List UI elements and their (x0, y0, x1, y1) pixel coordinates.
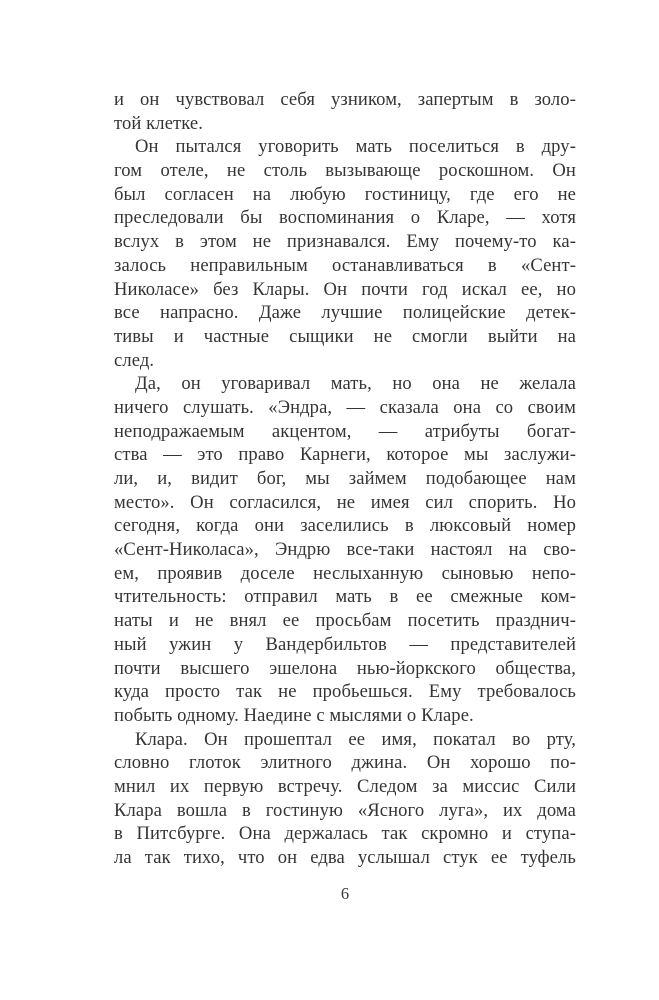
text-line: был согласен на любую гостиницу, где его не (114, 183, 576, 205)
text-line: мнил их первую встречу. Следом за миссис Сили (114, 775, 576, 797)
text-line: ем, проявив доселе неслыханную сыновью непо- (114, 562, 576, 584)
text-line: наты и не внял ее просьбам посетить празднич- (114, 610, 576, 632)
text-line: чтительность: отправил мать в ее смежные ком- (114, 586, 576, 608)
paragraph (114, 88, 576, 135)
text-line: ла так тихо, что он едва услышал стук ее туфель (114, 847, 576, 868)
paragraph (114, 135, 576, 372)
text-line: в Питсбурге. Она держалась так скромно и ступа- (114, 823, 576, 845)
text-line: «Сент-Николаса», Эндрю все-таки настоял на сво- (114, 539, 576, 561)
text-line: ничего слушать. «Эндра, — сказала она со своим (114, 396, 576, 418)
text-line: той клетке. (114, 112, 204, 134)
text-line: ли, и, видит бог, мы займем подобающее нам (114, 468, 576, 489)
paragraph (114, 728, 576, 870)
text-line: сегодня, когда они заселились в люксовый номер (114, 515, 576, 537)
text-line: ный ужин у Вандербильтов — представителей (114, 633, 576, 655)
text-block (114, 88, 576, 870)
text-line: и он чувствовал себя узником, запертым в золо- (114, 89, 576, 110)
text-line: почти высшего эшелона нью-йоркского общества, (114, 657, 576, 679)
text-line: тивы и частные сыщики не смогли выйти на (114, 325, 576, 347)
text-line: след. (114, 349, 155, 371)
text-line: преследовали бы воспоминания о Кларе, — хотя (114, 207, 576, 229)
text-line: гом отеле, не столь вызывающе роскошном. Он (114, 160, 576, 182)
text-line: побыть одному. Наедине с мыслями о Кларе. (114, 704, 474, 726)
page-number: 6 (340, 884, 350, 903)
text-line: Николасе» без Клары. Он почти год искал ее, но (114, 278, 576, 300)
text-line: Он пытался уговорить мать поселиться в дру- (135, 136, 576, 158)
text-line: все напрасно. Даже лучшие полицейские детек- (114, 302, 576, 324)
text-line: вслух в этом не признавался. Ему почему-то ка- (114, 231, 576, 253)
paragraph (114, 372, 576, 727)
text-line: Клара. Он прошептал ее имя, покатал во рту, (135, 728, 576, 750)
text-line: залось неправильным останавливаться в «Сент- (114, 254, 576, 276)
text-line: словно глоток элитного джина. Он хорошо по- (114, 752, 576, 774)
text-line: Да, он уговаривал мать, но она не желала (135, 373, 576, 395)
text-line: куда просто так не пробьешься. Ему требовалось (114, 681, 576, 703)
text-line: Клара вошла в гостиную «Ясного луга», их дома (114, 799, 576, 821)
text-line: ства — это право Карнеги, которое мы заслужи- (114, 444, 576, 466)
text-line: место». Он согласился, не имея сил спорить. Но (114, 491, 576, 513)
text-line: неподражаемым акцентом, — атрибуты богат- (114, 420, 576, 442)
